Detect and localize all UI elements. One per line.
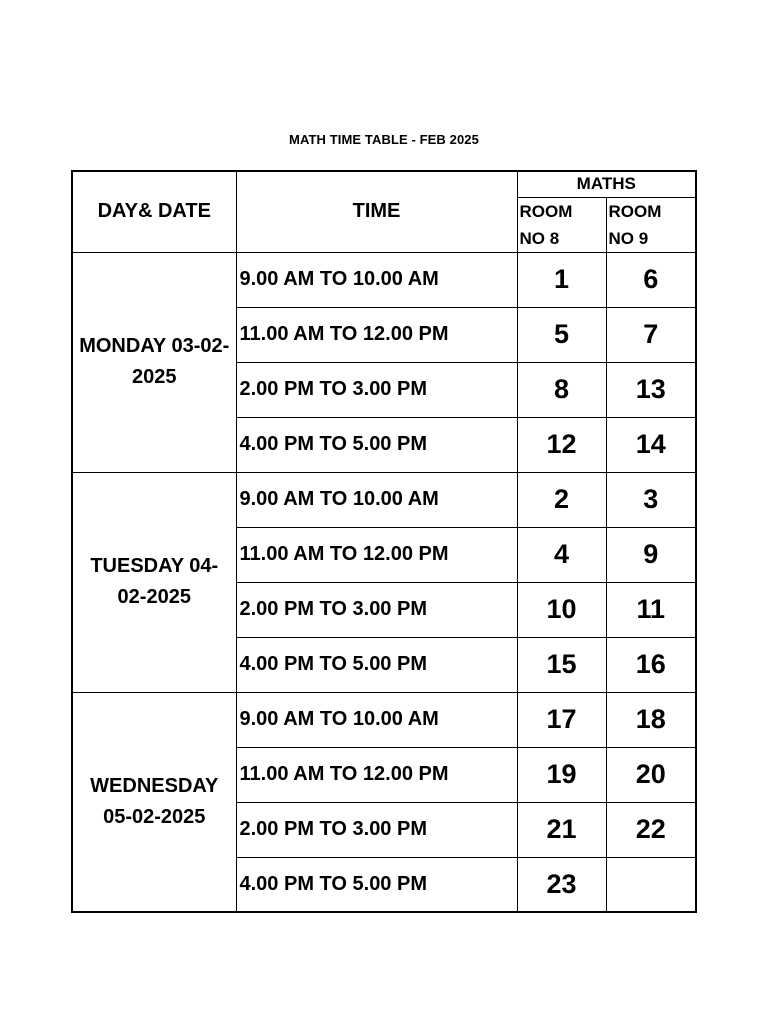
subject-header: MATHS (517, 171, 696, 197)
time-cell: 2.00 PM TO 3.00 PM (236, 582, 517, 637)
time-cell: 4.00 PM TO 5.00 PM (236, 857, 517, 912)
room-8-cell: 1 (517, 252, 606, 307)
room-8-header (517, 197, 606, 252)
room-9-cell: 9 (606, 527, 696, 582)
room-9-cell: 14 (606, 417, 696, 472)
room-9-cell: 22 (606, 802, 696, 857)
time-cell: 9.00 AM TO 10.00 AM (236, 692, 517, 747)
room-9-cell: 16 (606, 637, 696, 692)
room-8-cell: 15 (517, 637, 606, 692)
room-8-header-line1: ROOM (519, 201, 573, 221)
time-cell: 9.00 AM TO 10.00 AM (236, 252, 517, 307)
timetable (71, 170, 697, 913)
room-8-cell: 19 (517, 747, 606, 802)
room-9-cell: 6 (606, 252, 696, 307)
room-8-header-line2: NO 8 (519, 228, 560, 248)
day-cell-tuesday: TUESDAY 04-02-2025 (72, 472, 236, 692)
room-8-cell: 10 (517, 582, 606, 637)
table-row (72, 692, 696, 747)
room-8-cell: 5 (517, 307, 606, 362)
room-8-cell: 17 (517, 692, 606, 747)
room-9-header-line2: NO 9 (608, 228, 649, 248)
page-title: MATH TIME TABLE - FEB 2025 (289, 132, 479, 147)
room-9-cell: 20 (606, 747, 696, 802)
table-row (72, 472, 696, 527)
room-9-header-line1: ROOM (608, 201, 662, 221)
time-header: TIME (236, 171, 517, 252)
table-row (72, 252, 696, 307)
room-8-cell: 2 (517, 472, 606, 527)
day-date-header: DAY& DATE (72, 171, 236, 252)
day-cell-monday: MONDAY 03-02-2025 (72, 252, 236, 472)
room-9-cell: 13 (606, 362, 696, 417)
room-8-cell: 12 (517, 417, 606, 472)
room-8-cell: 23 (517, 857, 606, 912)
room-9-header (606, 197, 696, 252)
time-cell: 4.00 PM TO 5.00 PM (236, 417, 517, 472)
day-cell-wednesday: WEDNESDAY 05-02-2025 (72, 692, 236, 912)
time-cell: 11.00 AM TO 12.00 PM (236, 747, 517, 802)
time-cell: 4.00 PM TO 5.00 PM (236, 637, 517, 692)
room-9-cell: 18 (606, 692, 696, 747)
room-9-cell (606, 857, 696, 912)
room-9-cell: 11 (606, 582, 696, 637)
time-cell: 2.00 PM TO 3.00 PM (236, 802, 517, 857)
time-cell: 9.00 AM TO 10.00 AM (236, 472, 517, 527)
room-8-cell: 8 (517, 362, 606, 417)
room-9-cell: 7 (606, 307, 696, 362)
time-cell: 11.00 AM TO 12.00 PM (236, 307, 517, 362)
room-8-cell: 21 (517, 802, 606, 857)
room-9-cell: 3 (606, 472, 696, 527)
room-8-cell: 4 (517, 527, 606, 582)
time-cell: 2.00 PM TO 3.00 PM (236, 362, 517, 417)
time-cell: 11.00 AM TO 12.00 PM (236, 527, 517, 582)
